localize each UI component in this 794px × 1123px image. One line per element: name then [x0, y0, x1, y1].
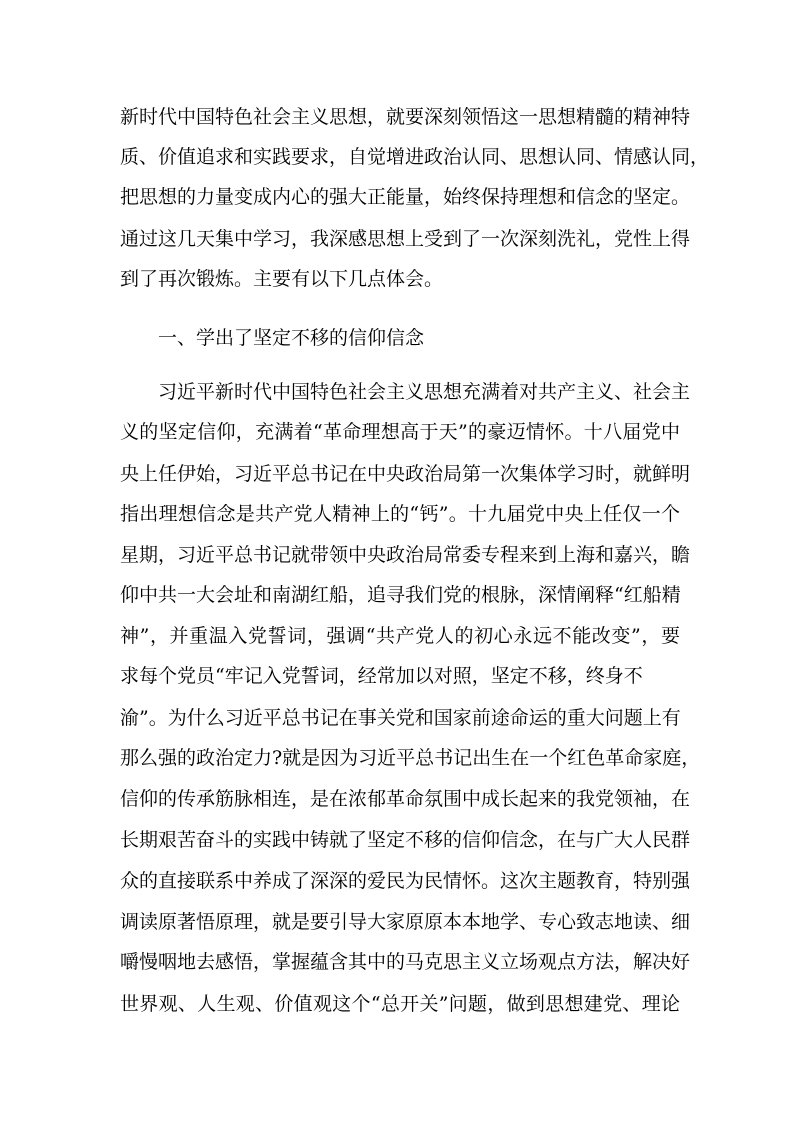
paragraph-line: 习近平新时代中国特色社会主义思想充满着对共产主义、社会主: [158, 381, 691, 403]
paragraph-line: 星期，习近平总书记就带领中央政治局常委专程来到上海和嘉兴，瞻: [120, 544, 691, 566]
paragraph-line: 质、价值追求和实践要求，自觉增进政治认同、思想认同、情感认同，: [120, 146, 710, 168]
paragraph-line: 渝”。为什么习近平总书记在事关党和国家前途命运的重大问题上有: [120, 707, 681, 729]
paragraph-line: 到了再次锻炼。主要有以下几点体会。: [120, 268, 444, 290]
paragraph-line: 调读原著悟原理，就是要引导大家原原本本地学、专心致志地读、细: [120, 911, 691, 933]
paragraph-line: 长期艰苦奋斗的实践中铸就了坚定不移的信仰信念，在与广大人民群: [120, 829, 691, 851]
paragraph-line: 那么强的政治定力?就是因为习近平总书记出生在一个红色革命家庭，: [120, 747, 701, 769]
paragraph-line: 央上任伊始，习近平总书记在中央政治局第一次集体学习时，就鲜明: [120, 463, 691, 485]
paragraph-line: 众的直接联系中养成了深深的爱民为民情怀。这次主题教育，特别强: [120, 870, 691, 892]
paragraph-line: 新时代中国特色社会主义思想，就要深刻领悟这一思想精髓的精神特: [120, 106, 691, 128]
section-heading: 一、学出了坚定不移的信仰信念: [158, 327, 425, 349]
paragraph-line: 世界观、人生观、价值观这个“总开关”问题，做到思想建党、理论: [120, 993, 680, 1015]
paragraph-line: 神”，并重温入党誓词，强调“共产党人的初心永远不能改变”，要: [120, 625, 680, 647]
paragraph-line: 仰中共一大会址和南湖红船，追寻我们党的根脉，深情阐释“红船精: [120, 584, 681, 606]
paragraph-line: 指出理想信念是共产党人精神上的“钙”。十九届党中央上任仅一个: [120, 503, 680, 525]
paragraph-line: 嚼慢咽地去感悟，掌握蕴含其中的马克思主义立场观点方法，解决好: [120, 951, 691, 973]
paragraph-line: 通过这几天集中学习，我深感思想上受到了一次深刻洗礼，党性上得: [120, 228, 691, 250]
paragraph-line: 求每个党员“牢记入党誓词，经常加以对照，坚定不移，终身不: [120, 665, 643, 687]
paragraph-line: 信仰的传承筋脉相连，是在浓郁革命氛围中成长起来的我党领袖，在: [120, 788, 691, 810]
paragraph-line: 把思想的力量变成内心的强大正能量，始终保持理想和信念的坚定。: [120, 186, 691, 208]
paragraph-line: 义的坚定信仰，充满着“革命理想高于天”的豪迈情怀。十八届党中: [120, 421, 680, 443]
